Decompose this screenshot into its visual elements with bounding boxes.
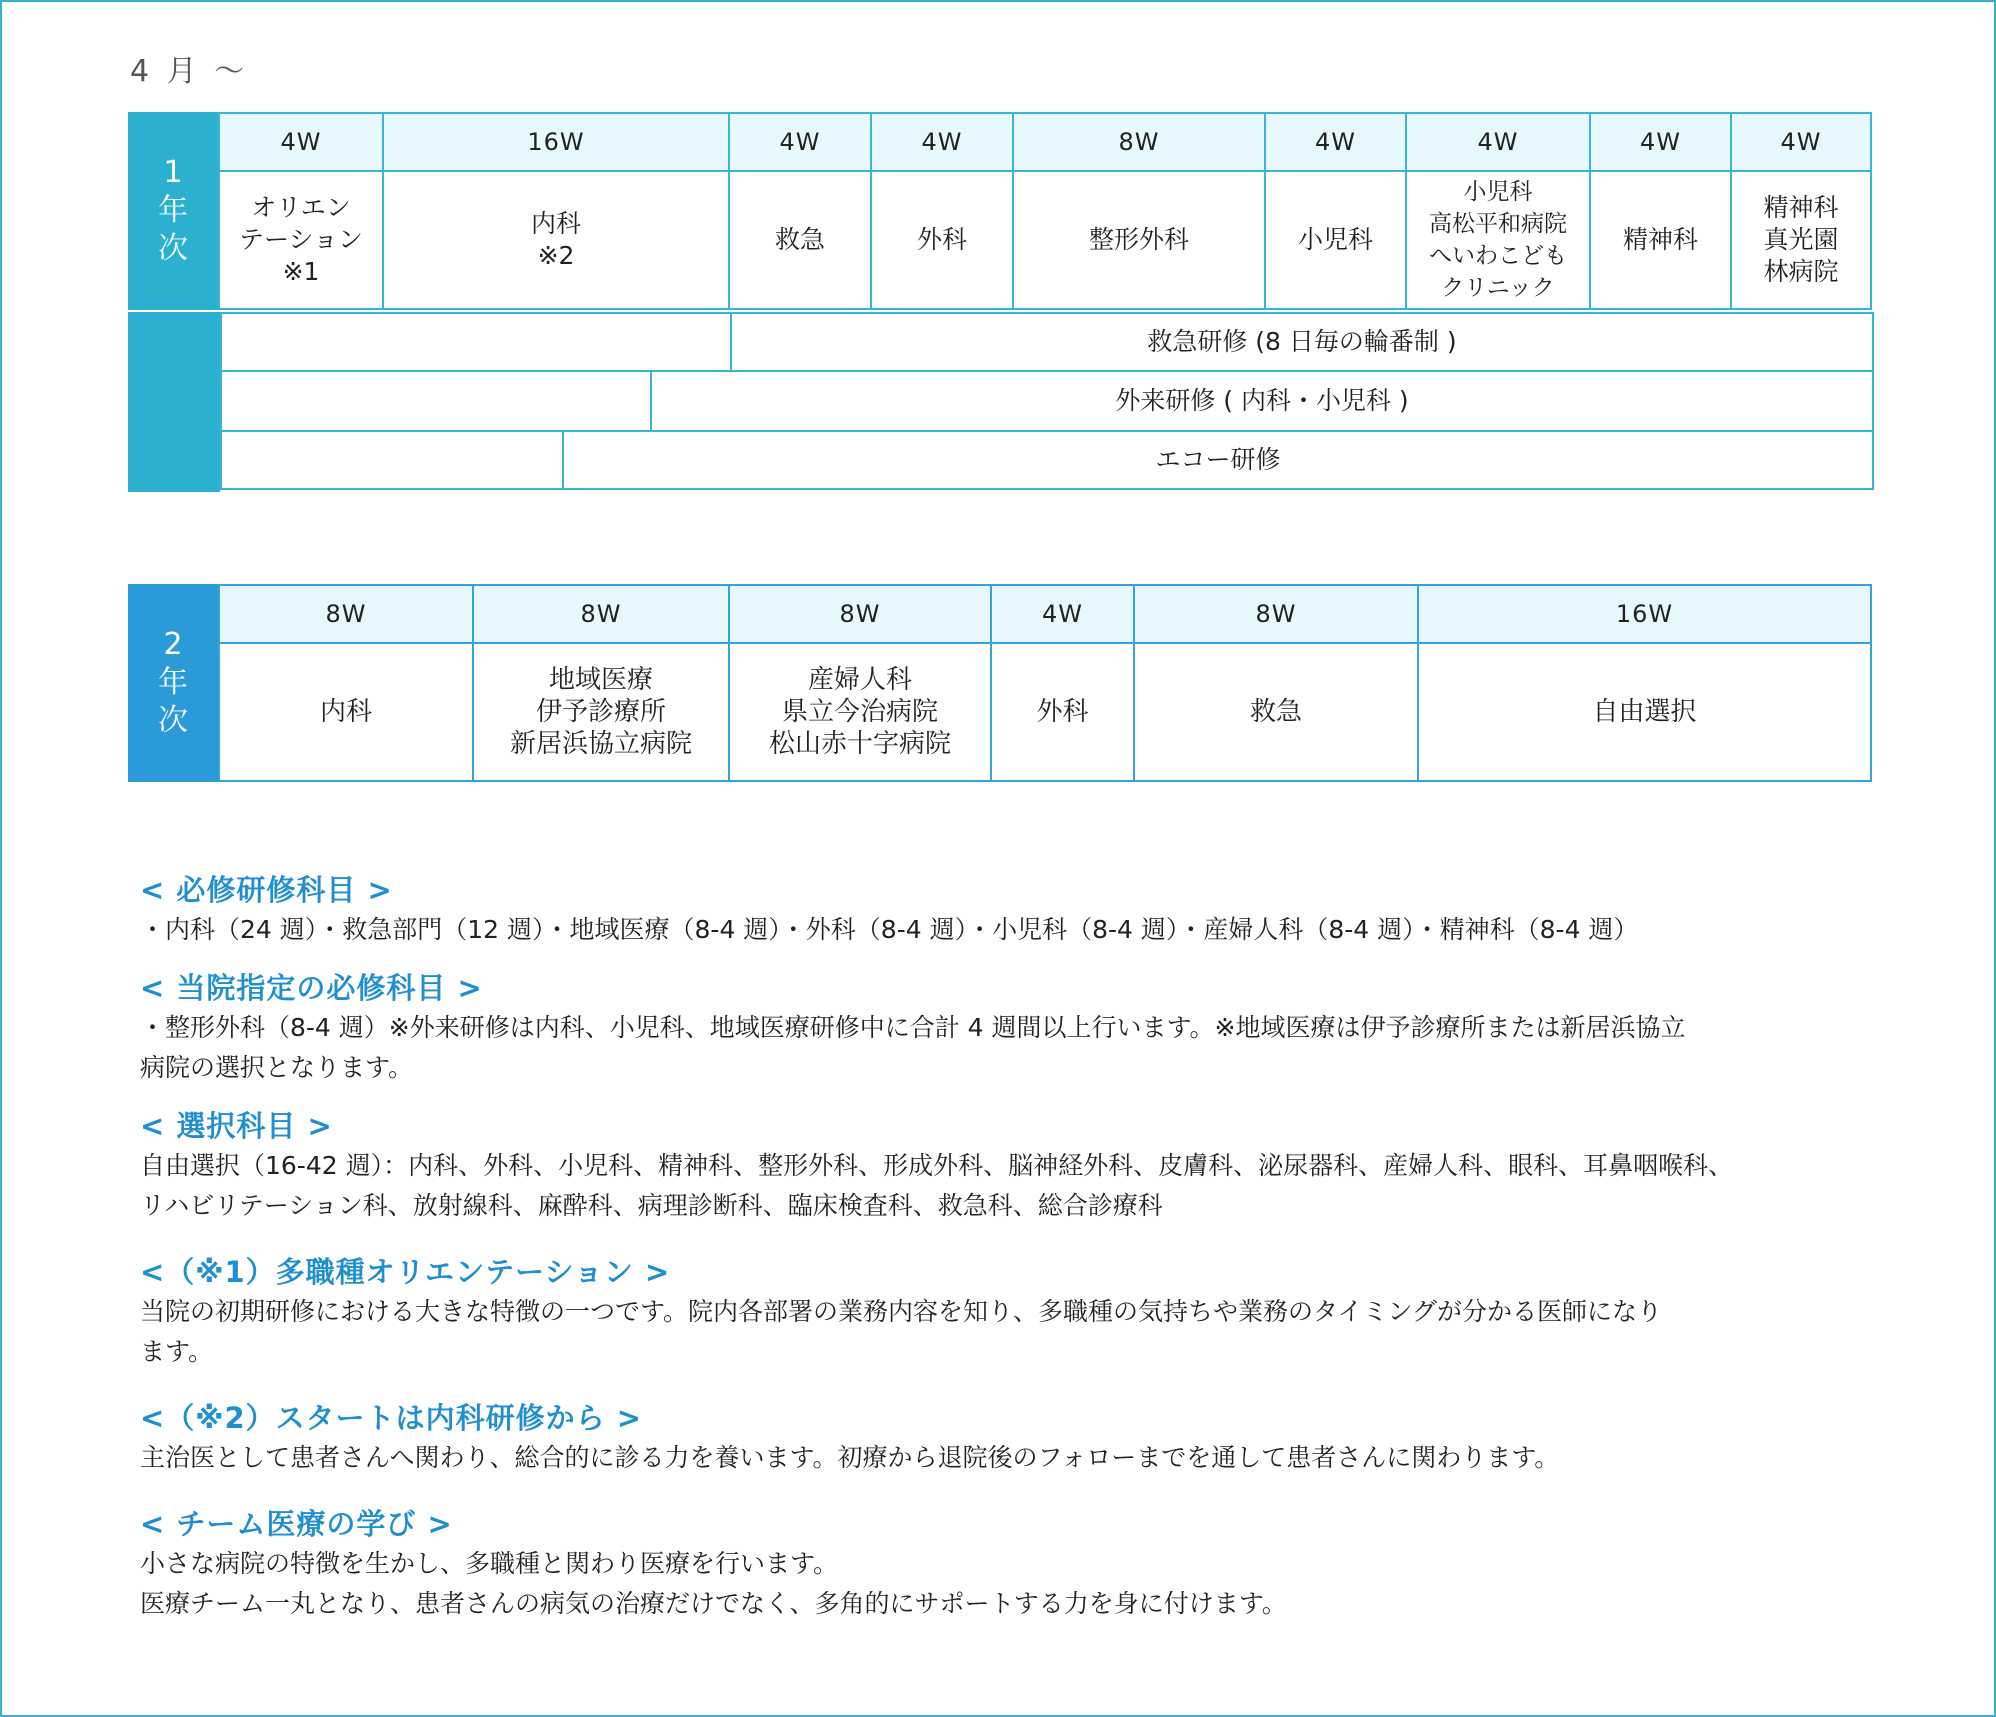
dept-internal-medicine: 内科 ※2 — [383, 171, 729, 309]
week-cell: 8W — [729, 585, 991, 643]
week-cell: 8W — [1013, 113, 1265, 171]
note-heading: <（※1）多職種オリエンテーション > — [140, 1255, 671, 1289]
dept-emergency: 救急 — [729, 171, 871, 309]
year1-schedule — [128, 112, 1872, 310]
note-body: 病院の選択となります。 — [140, 1053, 414, 1082]
year1-bands — [220, 312, 1872, 490]
dept-pediatrics-external: 小児科 高松平和病院 へいわこども クリニック — [1406, 171, 1590, 309]
year1-label-extension — [128, 312, 220, 492]
week-cell: 8W — [219, 585, 473, 643]
dept-orientation: オリエン テーション ※1 — [219, 171, 383, 309]
band-emergency-training: 救急研修 (8 日毎の輪番制 ) — [731, 313, 1873, 371]
note-body: 当院の初期研修における大きな特徴の一つです。院内各部署の業務内容を知り、多職種の気持ちや業務のタイミングが分かる医師になり — [140, 1297, 1663, 1326]
note-heading: < 必修研修科目 > — [140, 873, 393, 907]
note-body: ます。 — [140, 1337, 214, 1366]
dept-surgery: 外科 — [871, 171, 1013, 309]
year2-label: 2 年 次 — [128, 584, 218, 782]
year2-table — [218, 584, 1872, 782]
week-cell: 4W — [1406, 113, 1590, 171]
note-heading: < 選択科目 > — [140, 1109, 333, 1143]
note-body: 主治医として患者さんへ関わり、総合的に診る力を養います。初療から退院後のフォローまでを通して患者さんに関わります。 — [140, 1443, 1560, 1472]
dept-surgery: 外科 — [991, 643, 1134, 781]
note-heading: < チーム医療の学び > — [140, 1507, 453, 1541]
dept-emergency: 救急 — [1134, 643, 1418, 781]
year2-weeks-row — [219, 585, 1871, 643]
note-body: ・整形外科（8-4 週）※外来研修は内科、小児科、地域医療研修中に合計 4 週間以上行います。※地域医療は伊予診療所または新居浜協立 — [140, 1013, 1686, 1042]
note-body: リハビリテーション科、放射線科、麻酔科、病理診断科、臨床検査科、救急科、総合診療科 — [140, 1191, 1163, 1220]
year1-label: 1 年 次 — [128, 112, 218, 310]
note-body: 自由選択（16-42 週）：内科、外科、小児科、精神科、整形外科、形成外科、脳神経外科、皮膚科、泌尿器科、産婦人科、眼科、耳鼻咽喉科、 — [140, 1151, 1734, 1180]
band-echo-training: エコー研修 — [563, 431, 1873, 489]
note-body: ・内科（24 週）・救急部門（12 週）・地域医療（8-4 週）・外科（8-4 週）・小児科（8-4 週）・産婦人科（8-4 週）・精神科（8-4 週） — [140, 915, 1639, 944]
week-cell: 8W — [473, 585, 729, 643]
band-outpatient-training: 外来研修 ( 内科・小児科 ) — [651, 371, 1873, 431]
band-row — [221, 371, 1873, 431]
start-month: 4 月 〜 — [130, 54, 249, 89]
band-row — [221, 431, 1873, 489]
week-cell: 4W — [991, 585, 1134, 643]
band-empty — [221, 431, 563, 489]
week-cell: 4W — [729, 113, 871, 171]
note-body: 医療チーム一丸となり、患者さんの病気の治療だけでなく、多角的にサポートする力を身に付けます。 — [140, 1589, 1287, 1618]
note-heading: <（※2）スタートは内科研修から > — [140, 1401, 643, 1435]
week-cell: 4W — [1265, 113, 1406, 171]
band-empty — [221, 313, 731, 371]
week-cell: 4W — [1731, 113, 1871, 171]
week-cell: 4W — [871, 113, 1013, 171]
dept-internal-medicine: 内科 — [219, 643, 473, 781]
note-heading: < 当院指定の必修科目 > — [140, 971, 483, 1005]
dept-orthopedics: 整形外科 — [1013, 171, 1265, 309]
week-cell: 8W — [1134, 585, 1418, 643]
dept-psychiatry: 精神科 — [1590, 171, 1731, 309]
dept-obstetrics: 産婦人科 県立今治病院 松山赤十字病院 — [729, 643, 991, 781]
week-cell: 4W — [219, 113, 383, 171]
note-body: 小さな病院の特徴を生かし、多職種と関わり医療を行います。 — [140, 1549, 839, 1578]
dept-pediatrics: 小児科 — [1265, 171, 1406, 309]
dept-community-medicine: 地域医療 伊予診療所 新居浜協立病院 — [473, 643, 729, 781]
year2-schedule — [128, 584, 1872, 782]
year1-dept-row — [219, 171, 1871, 309]
notes-section — [140, 870, 1880, 1624]
dept-psychiatry-external: 精神科 真光園 林病院 — [1731, 171, 1871, 309]
year1-weeks-row — [219, 113, 1871, 171]
week-cell: 16W — [383, 113, 729, 171]
year2-dept-row — [219, 643, 1871, 781]
week-cell: 16W — [1418, 585, 1871, 643]
band-row — [221, 313, 1873, 371]
year1-table — [218, 112, 1872, 310]
dept-elective: 自由選択 — [1418, 643, 1871, 781]
week-cell: 4W — [1590, 113, 1731, 171]
band-empty — [221, 371, 651, 431]
